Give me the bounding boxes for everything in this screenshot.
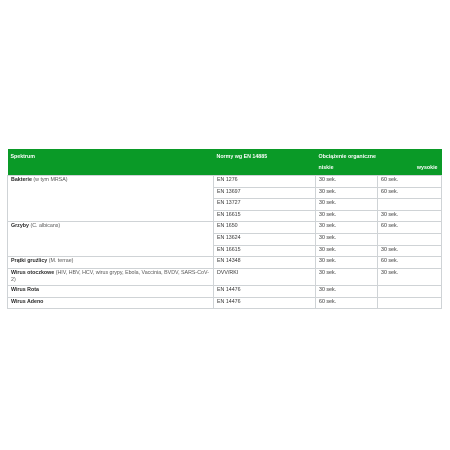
low-load-cell: 60 sek. xyxy=(316,297,378,309)
norm-cell: EN 13727 xyxy=(214,199,316,211)
table-body xyxy=(8,176,442,309)
spectrum-cell xyxy=(8,176,214,222)
table-header xyxy=(8,149,442,176)
header-organic-load: Obciążenie organiczne xyxy=(316,149,442,163)
organism-name: Grzyby xyxy=(11,223,29,230)
table-row xyxy=(8,257,442,269)
norm-cell: EN 13624 xyxy=(214,233,316,245)
spectrum-cell xyxy=(8,286,214,298)
spectrum-cell xyxy=(8,268,214,285)
spectrum-cell xyxy=(8,257,214,269)
organism-note: (C. albicans) xyxy=(28,223,61,230)
high-load-cell: 30 sek. xyxy=(378,268,442,285)
spectrum-cell xyxy=(8,297,214,309)
header-spectrum: Spektrum xyxy=(8,149,214,163)
low-load-cell: 30 sek. xyxy=(316,222,378,234)
norm-cell: EN 1650 xyxy=(214,222,316,234)
low-load-cell: 30 sek. xyxy=(316,245,378,257)
norm-cell: EN 14348 xyxy=(214,257,316,269)
organism-name: Wirus otoczkowe xyxy=(11,269,55,276)
norm-cell: EN 16615 xyxy=(214,245,316,257)
header-high: wysokie xyxy=(378,163,442,176)
high-load-cell: 30 sek. xyxy=(378,210,442,222)
header-low: niskie xyxy=(316,163,378,176)
table-row xyxy=(8,286,442,298)
high-load-cell xyxy=(378,286,442,298)
norm-cell: DVV/RKI xyxy=(214,268,316,285)
header-spacer xyxy=(214,163,316,176)
organism-note: (M. terrae) xyxy=(47,258,74,265)
low-load-cell: 30 sek. xyxy=(316,268,378,285)
high-load-cell: 60 sek. xyxy=(378,222,442,234)
low-load-cell: 30 sek. xyxy=(316,199,378,211)
norm-cell: EN 16615 xyxy=(214,210,316,222)
low-load-cell: 30 sek. xyxy=(316,210,378,222)
high-load-cell xyxy=(378,233,442,245)
high-load-cell: 30 sek. xyxy=(378,245,442,257)
table-row xyxy=(8,222,442,234)
organism-note: (HIV, HBV, HCV, wirus grypy, Ebola, Vaccinia, BVDV, SARS-CoV-2) xyxy=(11,269,209,283)
organism-name: Wirus Adeno xyxy=(11,298,44,305)
high-load-cell: 60 sek. xyxy=(378,257,442,269)
table-row xyxy=(8,268,442,285)
high-load-cell: 60 sek. xyxy=(378,176,442,188)
norm-cell: EN 1276 xyxy=(214,176,316,188)
table-row xyxy=(8,176,442,188)
organism-name: Bakterie xyxy=(11,177,32,183)
spectrum-cell xyxy=(8,222,214,257)
low-load-cell: 30 sek. xyxy=(316,286,378,298)
norm-cell: EN 14476 xyxy=(214,297,316,309)
spectrum-table xyxy=(7,149,442,309)
low-load-cell: 30 sek. xyxy=(316,257,378,269)
high-load-cell xyxy=(378,199,442,211)
high-load-cell: 60 sek. xyxy=(378,187,442,199)
norm-cell: EN 13697 xyxy=(214,187,316,199)
low-load-cell: 30 sek. xyxy=(316,176,378,188)
organism-name: Prątki gruźlicy xyxy=(11,258,48,265)
header-spacer xyxy=(8,163,214,176)
organism-note: (w tym MRSA) xyxy=(31,177,68,183)
table-row xyxy=(8,297,442,309)
low-load-cell: 30 sek. xyxy=(316,187,378,199)
low-load-cell: 30 sek. xyxy=(316,233,378,245)
norm-cell: EN 14476 xyxy=(214,286,316,298)
high-load-cell xyxy=(378,297,442,309)
organism-name: Wirus Rota xyxy=(11,287,39,294)
header-norms: Normy wg EN 14885 xyxy=(214,149,316,163)
